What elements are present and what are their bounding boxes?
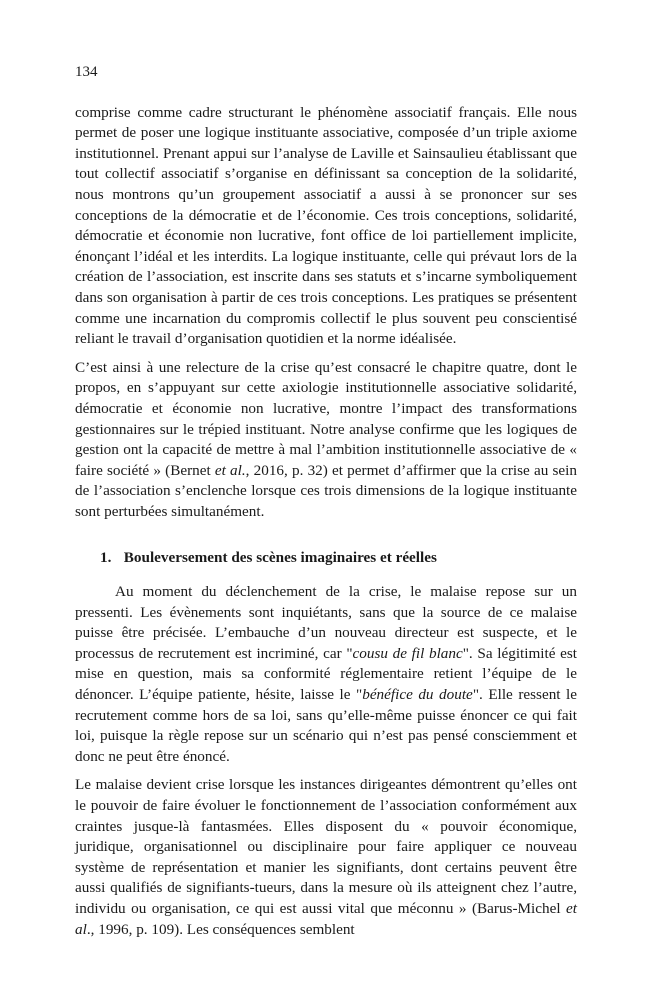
- section-number: 1.: [100, 549, 112, 567]
- text-run: Le malaise devient crise lorsque les instances dirigeantes démontrent qu’elles ont le pouvoir de faire évoluer le fonctionnement de l’association conformément aux craintes jusque-là fantasmées. Elles disposent du « pouvoir économique, juridique, organisationnel ou disciplinaire pour faire appliquer ce nouveau système de représentation et manier les signifiants, dont certains peuvent être aussi qualifiés de signifiants-tueurs, dans la mesure où ils atteignent chez l’autre, individu ou organisation, ce qui est aussi vital que méconnu » (Barus-Michel: [75, 776, 577, 917]
- italic-text: bénéfice du doute: [362, 686, 473, 704]
- italic-text: cousu de fil blanc: [352, 644, 463, 662]
- italic-text: et al: [75, 899, 577, 938]
- text-run: ., 1996, p. 109). Les conséquences semblent: [86, 920, 355, 938]
- text-run: ". Sa légitimité est mise en question, mais sa conformité réglementaire retient l’équipe de le dénoncer. L’équipe patiente, hésite, laisse le ": [75, 644, 578, 704]
- text-run: C’est ainsi à une relecture de la crise qu’est consacré le chapitre quatre, dont le propos, en s’appuyant sur cette axiologie institutionnelle associative solidarité, démocratie et économie non lucrative, montre l’impact des transformations gestionnaires sur le trépied instituant. Notre analyse confirme que les logiques de gestion ont la capacité de mettre à mal l’ambition institutionnelle associative de « faire société » (Bernet: [75, 358, 577, 479]
- section-body: [75, 582, 577, 940]
- section-heading: [75, 548, 577, 569]
- paragraph: [75, 582, 577, 767]
- italic-text: et al.: [214, 461, 246, 479]
- text-run: Au moment du déclenchement de la crise, le malaise repose sur un pressenti. Les évènements sont inquiétants, sans que la source de ce malaise puisse être précisée. L’embauche d’un nouveau directeur est suspecte, et le processus de recrutement est incriminé, car ": [75, 583, 577, 662]
- text-run: comprise comme cadre structurant le phénomène associatif français. Elle nous permet de poser une logique instituante associative, composée d’un triple axiome institutionnel. Prenant appui sur l’analyse de Laville et Sainsaulieu établissant que tout collectif associatif s’organise en définissant sa conception de la solidarité, nous montrons qu’un groupement associatif a aussi à se prononcer sur ses conceptions de la démocratie et de l’économie. Ces trois conceptions, solidarité, démocratie et économie non lucrative, font office de loi partiellement implicite, énonçant l’idéal et les interdits. La logique instituante, celle qui prévaut lors de la création de l’association, est inscrite dans ses statuts et s’incarne symboliquement dans son organisation à partir de ces trois conceptions. Les pratiques se présentent comme une incarnation du compromis collectif le plus souvent peu conscientisé reliant le travail d’organisation quotidien et la norme idéalisée.: [75, 103, 577, 348]
- section-title: Bouleversement des scènes imaginaires et réelles: [123, 549, 437, 567]
- text-run: , 2016, p. 32) et permet d’affirmer que la crise au sein de l’association s’enclenche lorsque ces trois dimensions de la logique instituante sont perturbées simultanément.: [75, 461, 577, 520]
- book-page: [75, 62, 577, 940]
- paragraph: [75, 103, 577, 350]
- paragraph: [75, 358, 577, 523]
- page-number: 134: [75, 64, 98, 80]
- intro-body: [75, 103, 577, 523]
- paragraph: [75, 775, 577, 940]
- text-run: ". Elle ressent le recrutement comme hors de sa loi, sans qu’elle-même puisse énoncer ce qui fait loi, puisque la règle repose sur un scénario qui n’est pas pensé consciemment et donc ne peut être énoncé.: [75, 686, 577, 765]
